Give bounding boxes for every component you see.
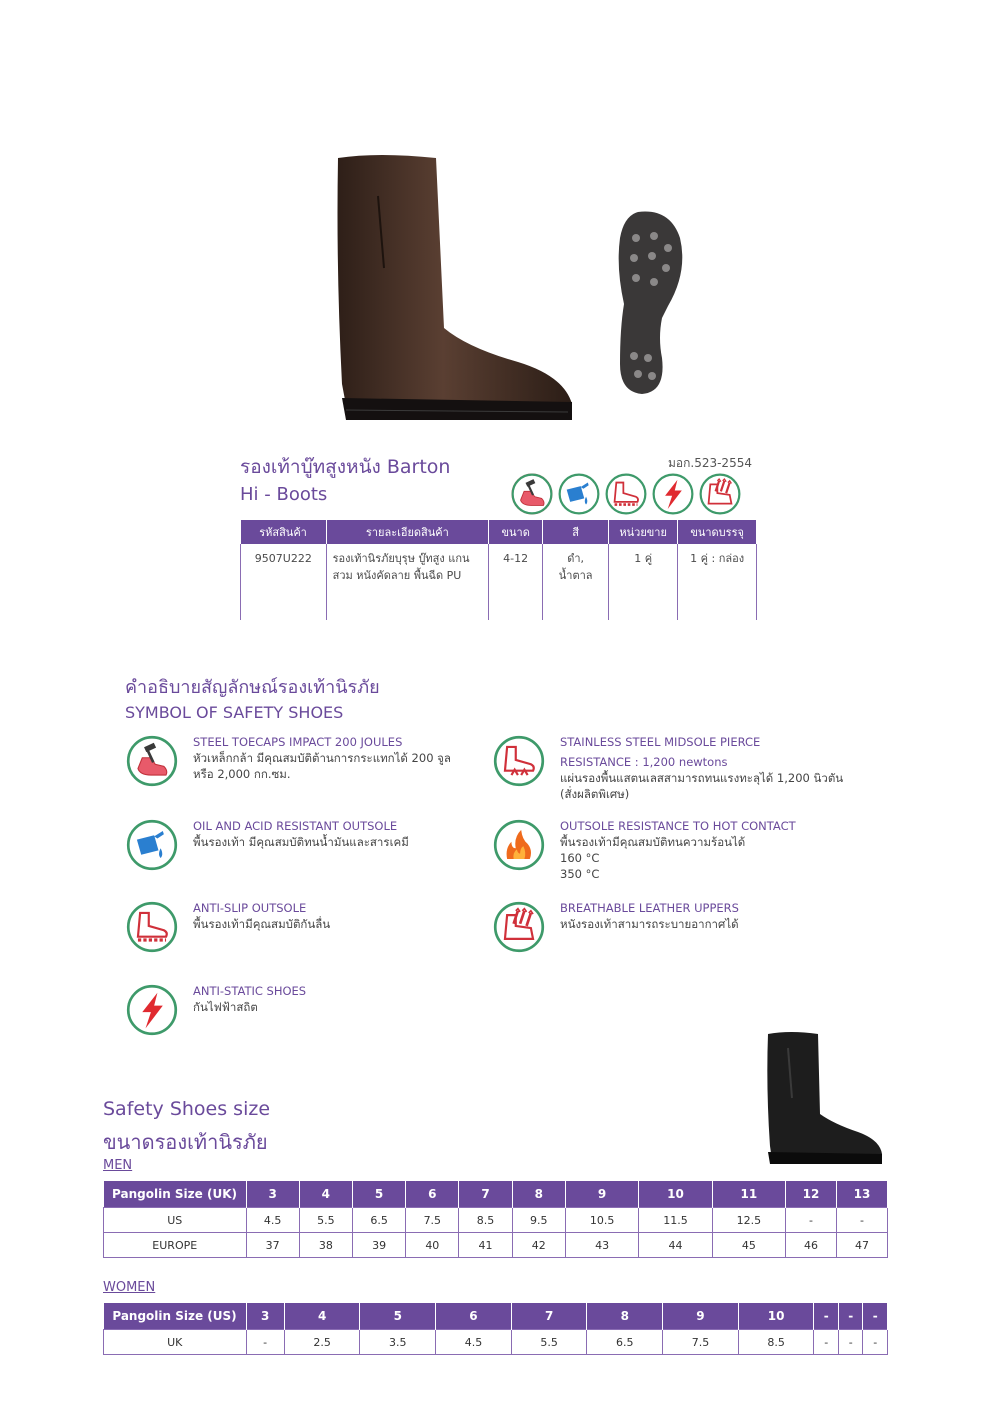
symbol-midsole-pierce	[492, 734, 843, 802]
symbol-anti-slip	[125, 900, 330, 954]
size-cell: 41	[459, 1233, 512, 1258]
size-header: -	[863, 1303, 888, 1330]
size-header: 5	[352, 1181, 405, 1208]
size-cell: -	[836, 1208, 887, 1233]
size-header: 4	[284, 1303, 360, 1330]
cell-color: ดำ, น้ำตาล	[543, 544, 609, 620]
table-row	[104, 1208, 888, 1233]
symbol-oil-acid	[125, 818, 409, 872]
oil-acid-icon	[557, 472, 601, 516]
size-header: 3	[246, 1181, 299, 1208]
symbol-desc: พื้นรองเท้ามีคุณสมบัติทนความร้อนได้	[560, 835, 746, 849]
symbol-desc: กันไฟฟ้าสถิต	[193, 1000, 258, 1014]
symbol-anti-static	[125, 983, 306, 1037]
symbol-steel-toecap	[125, 734, 451, 788]
symbol-name: STEEL TOECAPS IMPACT 200 JOULES	[193, 735, 403, 749]
size-cell: 46	[786, 1233, 837, 1258]
anti-static-icon	[125, 983, 179, 1037]
product-table	[240, 520, 757, 620]
women-label: WOMEN	[103, 1280, 156, 1295]
size-header: 9	[663, 1303, 739, 1330]
symbols-title-en: SYMBOL OF SAFETY SHOES	[125, 703, 344, 722]
symbol-desc: พื้นรองเท้ามีคุณสมบัติกันลื่น	[193, 917, 331, 931]
size-cell: 7.5	[406, 1208, 459, 1233]
size-cell: -	[246, 1330, 284, 1355]
col-color: สี	[543, 520, 609, 544]
size-cell: 3.5	[360, 1330, 436, 1355]
size-header: 12	[786, 1181, 837, 1208]
size-header: 8	[587, 1303, 663, 1330]
size-cell: -	[863, 1330, 888, 1355]
size-cell: -	[838, 1330, 862, 1355]
symbols-title-th: คำอธิบายสัญลักษณ์รองเท้านิรภัย	[125, 677, 380, 698]
size-cell: 4.5	[436, 1330, 512, 1355]
size-cell: 5.5	[299, 1208, 352, 1233]
symbol-desc: 160 °C	[560, 851, 600, 865]
boot-sole-photo	[608, 208, 698, 396]
col-size: ขนาด	[489, 520, 543, 544]
size-header: 10	[639, 1181, 712, 1208]
size-cell: 37	[246, 1233, 299, 1258]
size-header: 13	[836, 1181, 887, 1208]
symbol-desc: พื้นรองเท้า มีคุณสมบัติทนน้ำมันและสารเคมี	[193, 835, 409, 849]
col-code: รหัสสินค้า	[241, 520, 327, 544]
anti-slip-icon	[604, 472, 648, 516]
size-header: 7	[459, 1181, 512, 1208]
size-header: 10	[738, 1303, 814, 1330]
size-cell: -	[814, 1330, 838, 1355]
oil-acid-icon	[125, 818, 179, 872]
size-cell: UK	[104, 1330, 247, 1355]
size-cell: 39	[352, 1233, 405, 1258]
anti-static-icon	[651, 472, 695, 516]
table-row	[104, 1233, 888, 1258]
cell-code: 9507U222	[241, 544, 327, 620]
symbol-name: BREATHABLE LEATHER UPPERS	[560, 901, 739, 915]
table-row	[104, 1330, 888, 1355]
col-unit: หน่วยขาย	[609, 520, 678, 544]
size-cell: 10.5	[565, 1208, 638, 1233]
size-cell: 5.5	[511, 1330, 587, 1355]
size-header: 8	[512, 1181, 565, 1208]
size-header: 11	[712, 1181, 785, 1208]
col-description: รายละเอียดสินค้า	[326, 520, 489, 544]
size-cell: 38	[299, 1233, 352, 1258]
size-cell: 43	[565, 1233, 638, 1258]
product-title-th: รองเท้าบู๊ทสูงหนัง Barton	[240, 456, 451, 478]
symbol-breathable-leather	[492, 900, 739, 954]
size-cell: EUROPE	[104, 1233, 247, 1258]
symbol-name: OIL AND ACID RESISTANT OUTSOLE	[193, 819, 398, 833]
standard-code: มอก.523-2554	[668, 456, 752, 470]
size-cell: 8.5	[738, 1330, 814, 1355]
symbol-desc: (สั่งผลิตพิเศษ)	[560, 787, 630, 801]
size-cell: 42	[512, 1233, 565, 1258]
symbol-desc: แผ่นรองพื้นแสตนเลสสามารถทนแรงทะลุได้ 1,200 นิวตัน	[560, 771, 844, 785]
symbol-desc: หัวเหล็กกล้า มีคุณสมบัติต้านการกระแทกได้ 200 จูล	[193, 751, 451, 765]
size-header: 5	[360, 1303, 436, 1330]
steel-toecap-icon	[125, 734, 179, 788]
size-cell: 45	[712, 1233, 785, 1258]
symbol-name: OUTSOLE RESISTANCE TO HOT CONTACT	[560, 819, 796, 833]
cell-unit: 1 คู่	[609, 544, 678, 620]
size-cell: -	[786, 1208, 837, 1233]
product-feature-icons	[510, 472, 742, 516]
size-cell: US	[104, 1208, 247, 1233]
size-cell: 11.5	[639, 1208, 712, 1233]
symbol-desc: หนังรองเท้าสามารถระบายอากาศได้	[560, 917, 739, 931]
symbol-desc: หรือ 2,000 กก.ซม.	[193, 767, 291, 781]
size-header: Pangolin Size (UK)	[104, 1181, 247, 1208]
steel-toecap-icon	[510, 472, 554, 516]
size-header: -	[814, 1303, 838, 1330]
size-cell: 12.5	[712, 1208, 785, 1233]
size-cell: 6.5	[587, 1330, 663, 1355]
size-cell: 9.5	[512, 1208, 565, 1233]
size-header: 6	[406, 1181, 459, 1208]
women-size-table	[103, 1303, 888, 1355]
boot-brown-photo	[318, 148, 580, 428]
size-header: 3	[246, 1303, 284, 1330]
breathable-leather-icon	[698, 472, 742, 516]
men-size-table	[103, 1181, 888, 1258]
symbol-desc: 350 °C	[560, 867, 600, 881]
size-cell: 44	[639, 1233, 712, 1258]
size-cell: 47	[836, 1233, 887, 1258]
col-pack: ขนาดบรรจุ	[678, 520, 757, 544]
symbol-name: STAINLESS STEEL MIDSOLE PIERCE	[560, 735, 761, 749]
symbol-heat-resistant	[492, 818, 796, 882]
heat-resistant-icon	[492, 818, 546, 872]
symbol-name: ANTI-SLIP OUTSOLE	[193, 901, 307, 915]
cell-description: รองเท้านิรภัยบุรุษ บู๊ทสูง แกนสวม หนังคัดลาย พื้นฉีด PU	[326, 544, 489, 620]
size-header: 4	[299, 1181, 352, 1208]
breathable-leather-icon	[492, 900, 546, 954]
size-cell: 8.5	[459, 1208, 512, 1233]
cell-pack: 1 คู่ : กล่อง	[678, 544, 757, 620]
size-cell: 4.5	[246, 1208, 299, 1233]
cell-size: 4-12	[489, 544, 543, 620]
men-label: MEN	[103, 1158, 133, 1173]
table-row	[241, 544, 757, 620]
size-cell: 40	[406, 1233, 459, 1258]
size-title-th: ขนาดรองเท้านิรภัย	[103, 1130, 268, 1154]
size-header: 6	[436, 1303, 512, 1330]
product-title-en: Hi - Boots	[240, 484, 328, 505]
size-header: 9	[565, 1181, 638, 1208]
size-cell: 6.5	[352, 1208, 405, 1233]
size-header: Pangolin Size (US)	[104, 1303, 247, 1330]
symbol-name: ANTI-STATIC SHOES	[193, 984, 307, 998]
size-cell: 2.5	[284, 1330, 360, 1355]
size-header: -	[838, 1303, 862, 1330]
size-header: 7	[511, 1303, 587, 1330]
anti-slip-icon	[125, 900, 179, 954]
size-title-en: Safety Shoes size	[103, 1098, 271, 1120]
boot-black-photo	[758, 1028, 886, 1166]
size-cell: 7.5	[663, 1330, 739, 1355]
midsole-pierce-icon	[492, 734, 546, 788]
symbol-name-cont: RESISTANCE : 1,200 newtons	[560, 755, 728, 769]
